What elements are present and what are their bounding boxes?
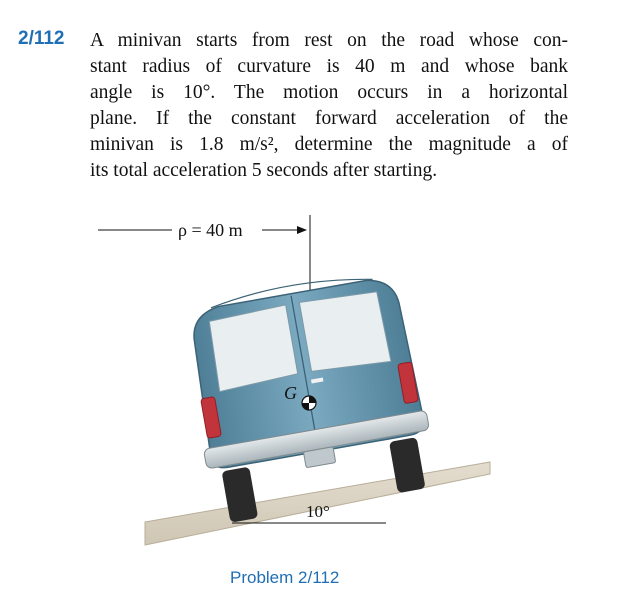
statement-line: angle is 10°. The motion occurs in a horizontal (90, 82, 568, 103)
problem-number: 2/112 (18, 28, 65, 49)
center-of-gravity-symbol (302, 396, 316, 410)
statement-line: A minivan starts from rest on the road whose con- (90, 30, 568, 51)
figure-caption: Problem 2/112 (230, 568, 340, 587)
radius-label: ρ = 40 m (178, 220, 243, 240)
statement-line: minivan is 1.8 m/s², determine the magnitude a of (90, 134, 568, 155)
statement-line: stant radius of curvature is 40 m and whose bank (90, 56, 568, 77)
statement-line: plane. If the constant forward acceleration of the (90, 108, 568, 129)
cg-label: G (284, 383, 297, 403)
angle-label: 10° (306, 502, 330, 521)
right-rear-window (299, 289, 391, 376)
statement-line: its total acceleration 5 seconds after starting. (90, 160, 438, 181)
